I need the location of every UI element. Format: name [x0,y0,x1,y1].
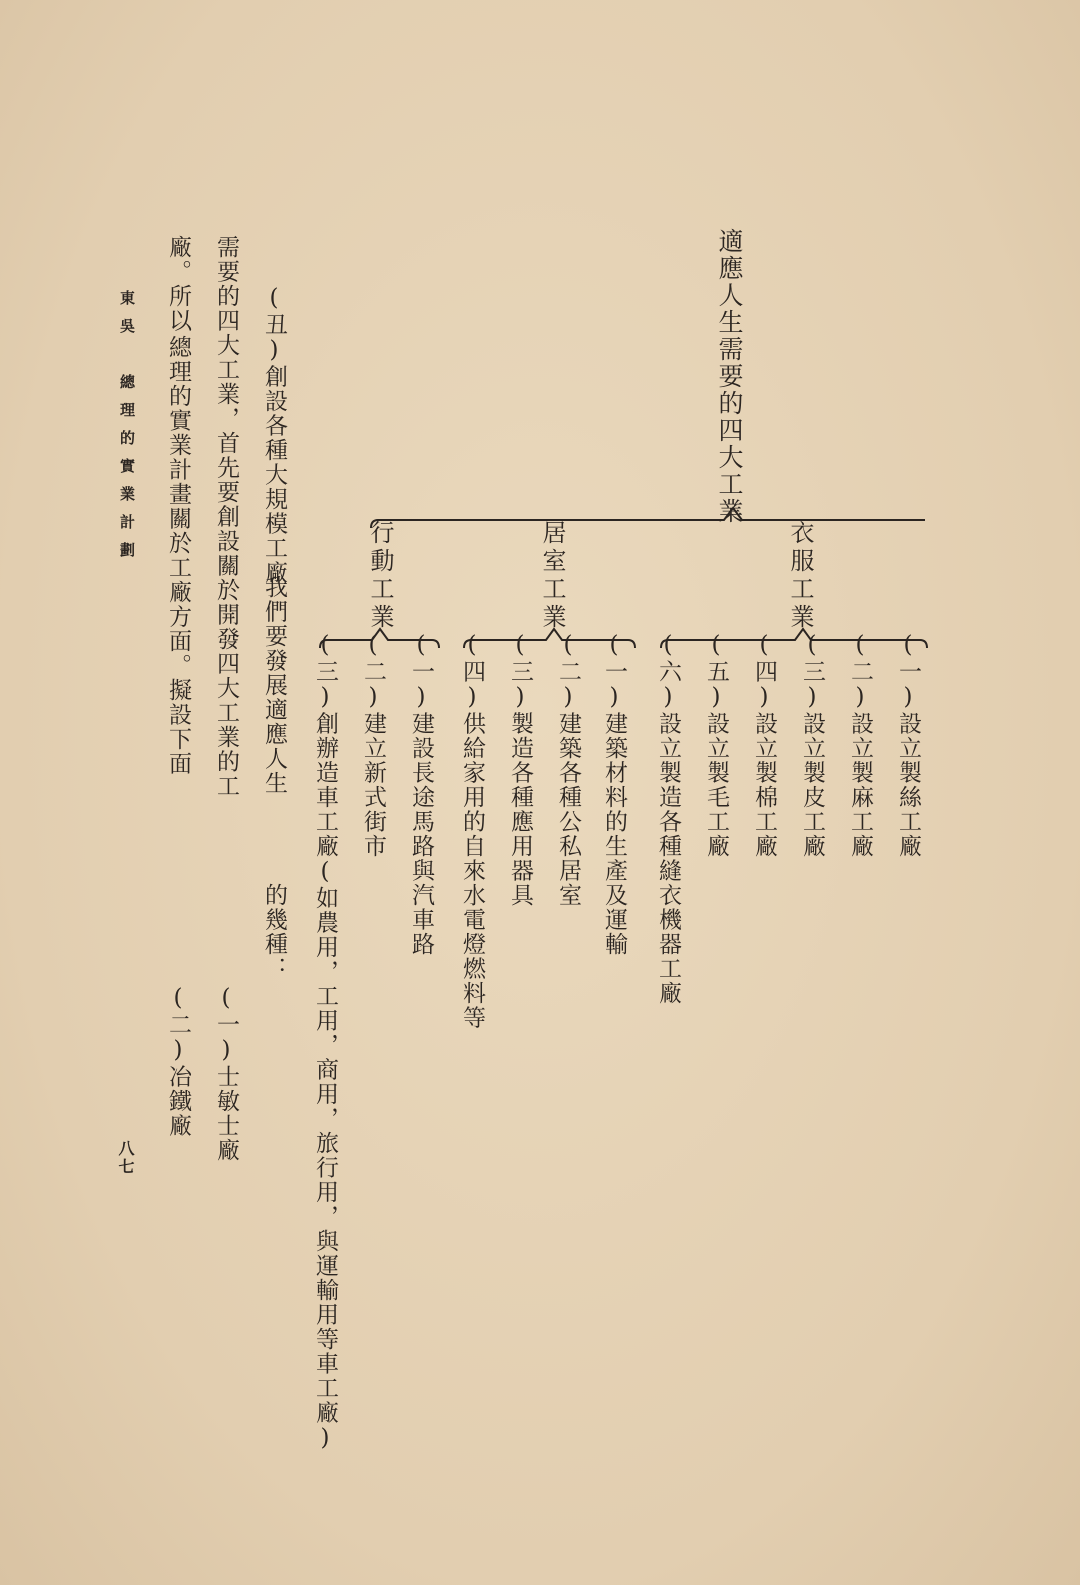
main-brace [371,508,925,528]
clothing-item-5: (五)設立製毛工廠 [703,632,729,859]
transport-item-2: (二)建立新式街市 [360,632,386,859]
body-col3-text: 總理的實業計畫關於工廠方面。擬設下面 [165,335,191,776]
body-col3-lead: 廠。所以 [165,235,191,333]
housing-item-2: (二)建築各種公私居室 [555,632,581,908]
body-col1-heading: (丑)創設各種大規模工廠 [261,285,287,585]
page-number: 八七 [116,1140,135,1176]
body-col1-tail: 的幾種： [261,883,287,981]
factory-item-1: (一)士敏士廠 [213,985,239,1163]
housing-item-3: (三)製造各種應用器具 [507,632,533,908]
clothing-item-2: (二)設立製麻工廠 [847,632,873,859]
branch-transport-industry: 行動工業 [366,520,394,632]
branch-housing-industry: 居室工業 [538,520,566,632]
clothing-item-3: (三)設立製皮工廠 [799,632,825,859]
transport-item-1: (一)建設長途馬路與汽車路 [408,632,434,957]
clothing-item-1: (一)設立製絲工廠 [895,632,921,859]
tree-root-title: 適應人生需要的四大工業 [715,228,744,525]
housing-item-1: (一)建築材料的生產及運輸 [601,632,627,957]
running-head: 東吳 總理的實業計劃 [118,290,136,570]
body-col1-text: 我們要發展適應人生 [261,575,287,796]
branch-clothing-industry: 衣服工業 [786,520,814,632]
body-col2-text: 需要的四大工業，首先要創設關於開發四大工業的工 [213,235,239,799]
transport-item-3: (三)創辦造車工廠(如農用，工用，商用，旅行用，與運輸用等車工廠) [312,632,338,1453]
factory-item-2: (二)冶鐵廠 [165,985,191,1138]
clothing-item-6: (六)設立製造各種縫衣機器工廠 [655,632,681,1006]
clothing-item-4: (四)設立製棉工廠 [751,632,777,859]
housing-item-4: (四)供給家用的自來水電燈燃料等 [459,632,485,1030]
